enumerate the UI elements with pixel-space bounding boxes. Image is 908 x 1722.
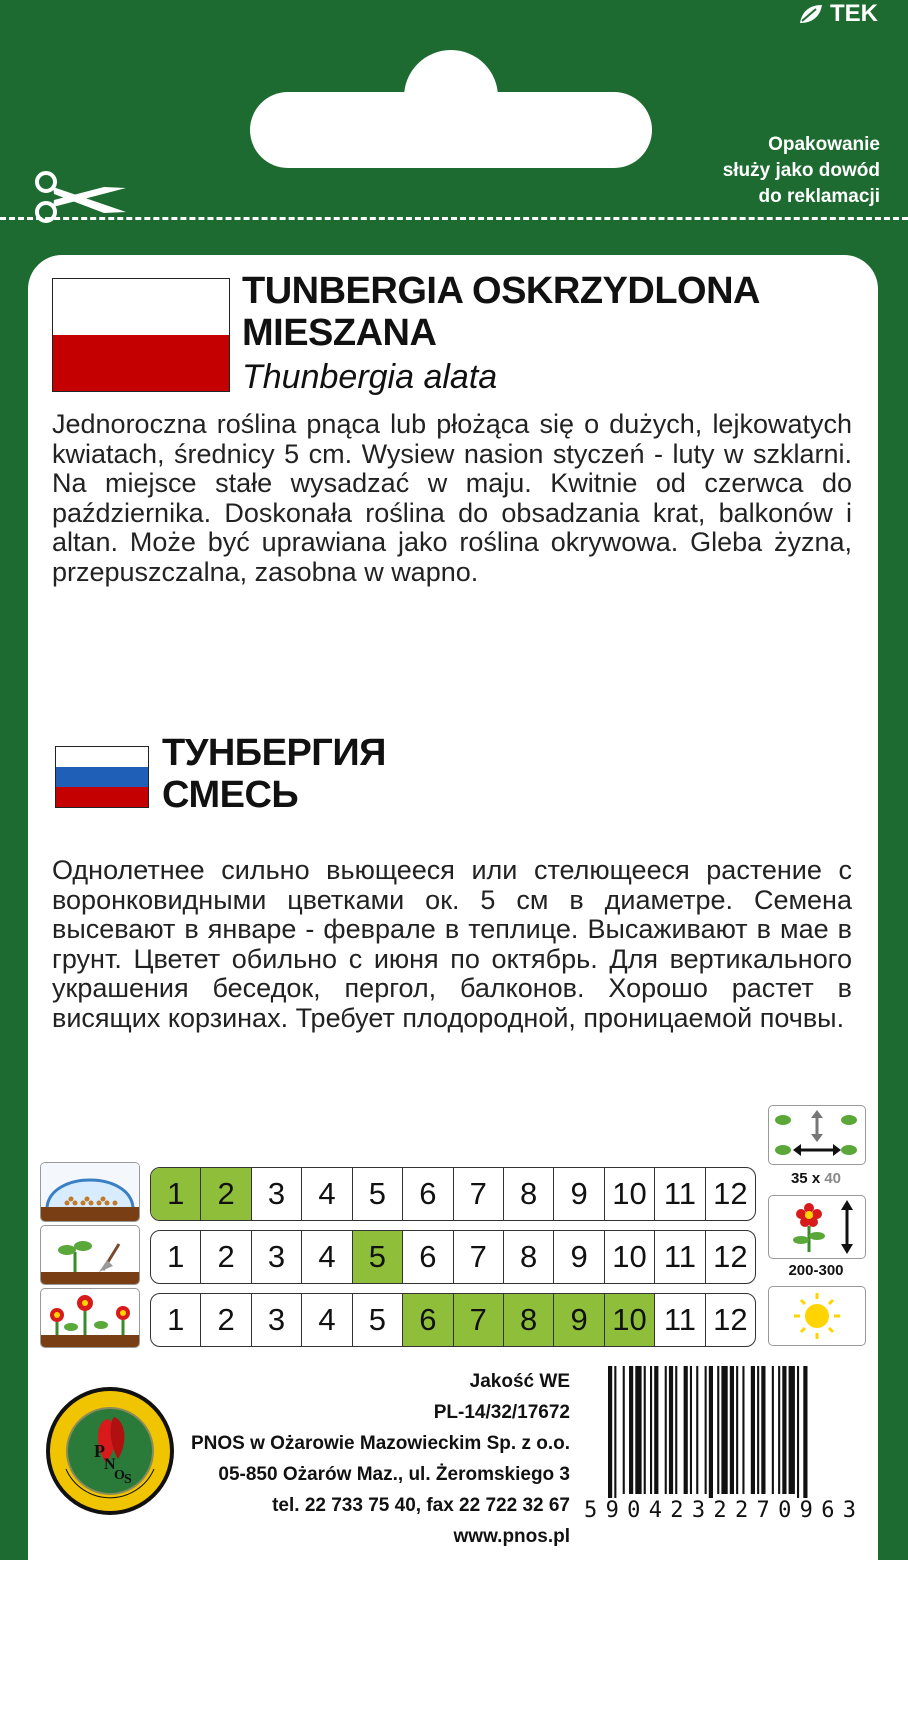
scissors-icon [34,168,130,228]
brand-mark [798,0,878,28]
month-cell: 4 [302,1168,352,1220]
quality-mark: Jakość WE [469,1371,570,1392]
complaint-line: służy jako dowód [722,160,880,181]
sun-icon [768,1286,866,1346]
month-cell: 10 [605,1294,655,1346]
barcode-digit: 7 [756,1498,770,1523]
greenhouse-icon [40,1162,140,1222]
cut-line [0,217,908,220]
hang-hole [250,92,652,168]
barcode-digit: 2 [713,1498,727,1523]
month-cell: 8 [504,1231,554,1283]
russian-title-line: СМЕСЬ [162,774,299,816]
month-cell: 12 [713,1176,748,1211]
barcode [608,1366,854,1514]
month-cell: 1 [151,1294,201,1346]
month-cell: 3 [252,1168,302,1220]
company-name: PNOS w Ożarowie Mazowieckim Sp. z o.o. [190,1433,570,1454]
planting-icon [40,1225,140,1285]
barcode-digits [584,1498,856,1523]
company-website: www.pnos.pl [453,1526,570,1547]
month-cell: 12 [713,1302,748,1337]
flowering-icon [40,1288,140,1348]
svg-text:P: P [94,1441,105,1461]
barcode-digit: 6 [821,1498,835,1523]
company-phone: tel. 22 733 75 40, fax 22 722 32 67 [272,1495,570,1516]
month-cell: 2 [201,1231,251,1283]
russian-description: Однолетнее сильно вьющееся или стелющееся растение с воронковидными цветками ок. 5 см в диаметре. Семена высевают в январе - феврале в теплице. Высаживают в мае в грунт. Цветет обильно с июня по октябрь. Для вертикального украшения беседок, пергол, балконов. Хорошо растет в висящих корзинах. Требует плодородной, проницаемой почвы. [52,855,852,1033]
barcode-digit: 9 [605,1498,619,1523]
month-cell: 5 [353,1168,403,1220]
barcode-digit: 3 [842,1498,856,1523]
month-cell: 7 [454,1231,504,1283]
height-icon [768,1195,866,1259]
month-cell: 9 [554,1168,604,1220]
month-cell: 4 [302,1294,352,1346]
month-cell: 9 [554,1231,604,1283]
barcode-digit: 0 [778,1498,792,1523]
complaint-line: do reklamacji [758,186,880,207]
month-cell: 7 [454,1294,504,1346]
svg-text:S: S [124,1472,132,1487]
company-info [191,1366,570,1552]
polish-title-line: MIESZANA [242,312,437,354]
leaf-icon [798,3,824,25]
spacing-icon [768,1105,866,1165]
month-cell: 10 [605,1231,655,1283]
month-cell: 1 [151,1231,201,1283]
month-cell: 3 [252,1231,302,1283]
complaint-line: Opakowanie [768,134,880,155]
russian-title-line: ТУНБЕРГИЯ [162,732,386,774]
svg-text:O: O [114,1468,125,1483]
month-cell: 3 [252,1294,302,1346]
month-cell: 9 [554,1294,604,1346]
svg-text:N: N [104,1456,116,1473]
barcode-digit: 2 [670,1498,684,1523]
polish-description: Jednoroczna roślina pnąca lub płożąca się o dużych, lejkowatych kwiatach, średnicy 5 cm. Wysiew nasion styczeń - luty w szklarni. Na miejsce stałe wysadzać w maju. Kwitnie od czerwca do października. Doskonała roślina do obsadzania krat, balkonów i altan. Może być uprawiana jako roślina okrywowa. Gleba żyzna, przepuszczalna, zasobna w wapno. [52,409,852,587]
barcode-digit: 9 [799,1498,813,1523]
month-cell: 6 [403,1294,453,1346]
spacing-label [768,1170,864,1187]
month-cell: 12 [713,1239,748,1274]
company-address: 05-850 Ożarów Maz., ul. Żeromskiego 3 [218,1464,570,1485]
month-cell: 1 [151,1168,201,1220]
month-cell: 8 [504,1294,554,1346]
polish-title-line: TUNBERGIA OSKRZYDLONA [242,270,760,312]
flowering-month-row [150,1293,756,1347]
month-cell: 5 [353,1231,403,1283]
month-cell: 2 [201,1294,251,1346]
month-cell: 7 [454,1168,504,1220]
sowing-month-row [150,1167,756,1221]
spacing-value: 35 x [790,1170,821,1187]
month-cell: 11 [655,1231,705,1283]
barcode-digit: 2 [734,1498,749,1523]
polish-flag [52,278,230,392]
planting-month-row [150,1230,756,1284]
height-label: 200-300 [788,1262,844,1279]
month-cell: 10 [605,1168,655,1220]
barcode-digit: 3 [691,1498,706,1523]
barcode-digit: 5 [584,1498,598,1523]
barcode-digit: 0 [627,1498,641,1523]
russian-flag [55,746,149,808]
month-cell: 6 [403,1168,453,1220]
latin-name: Thunbergia alata [242,358,498,396]
month-cell: 8 [504,1168,554,1220]
brand-text: TEK [830,0,878,27]
spacing-value-b: 40 [824,1170,842,1187]
month-cell: 2 [201,1168,251,1220]
month-cell: 5 [353,1294,403,1346]
month-cell: 11 [655,1294,705,1346]
pnos-seal-logo [44,1385,176,1517]
month-cell: 6 [403,1231,453,1283]
registration-number: PL-14/32/17672 [433,1402,570,1423]
polish-title [242,270,760,354]
month-cell: 11 [655,1168,705,1220]
complaint-note [723,132,880,210]
russian-title [162,732,386,816]
month-cell: 4 [302,1231,352,1283]
barcode-digit: 4 [648,1498,662,1523]
